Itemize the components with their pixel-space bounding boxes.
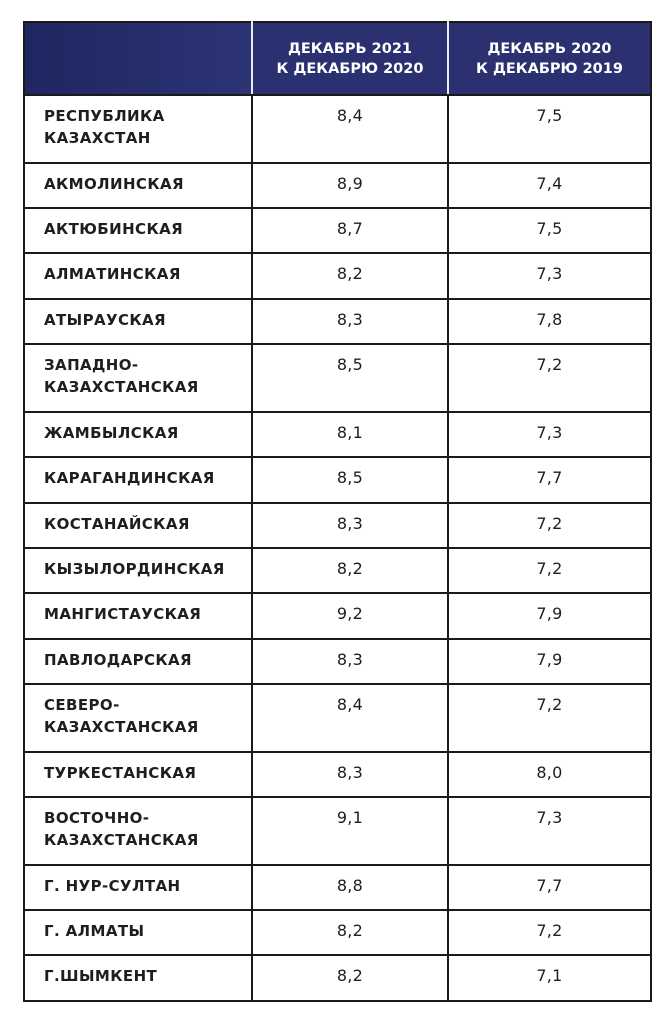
region-name-line2: КАЗАХСТАНСКАЯ <box>44 378 199 397</box>
value-dec2021-cell: 8,2 <box>252 955 448 1001</box>
region-name-line1: ЖАМБЫЛСКАЯ <box>44 423 179 442</box>
value-dec2021-cell: 8,8 <box>252 865 448 910</box>
table-row <box>24 457 651 502</box>
value-dec2021-cell: 8,3 <box>252 299 448 344</box>
region-name-cell <box>24 639 252 684</box>
value-dec2020-cell: 7,3 <box>448 797 651 865</box>
table-row <box>24 299 651 344</box>
region-name-cell <box>24 95 252 163</box>
table-row <box>24 503 651 548</box>
region-name-line2: КАЗАХСТАНСКАЯ <box>44 831 199 850</box>
table-row <box>24 955 651 1001</box>
table-body <box>24 95 651 1001</box>
region-name-cell <box>24 797 252 865</box>
region-name-cell <box>24 412 252 457</box>
region-name-line1: Г. НУР-СУЛТАН <box>44 876 181 895</box>
region-name-line1: СЕВЕРО- <box>44 696 120 715</box>
value-dec2020-cell: 7,9 <box>448 639 651 684</box>
value-dec2020-cell: 7,1 <box>448 955 651 1001</box>
region-name-line1: ТУРКЕСТАНСКАЯ <box>44 763 197 782</box>
table-row <box>24 163 651 208</box>
region-name-cell <box>24 253 252 298</box>
value-dec2021-cell: 8,2 <box>252 548 448 593</box>
region-name-cell <box>24 865 252 910</box>
region-name-line1: Г. АЛМАТЫ <box>44 922 145 941</box>
value-dec2020-cell: 7,2 <box>448 344 651 412</box>
value-dec2020-cell: 7,7 <box>448 457 651 502</box>
value-dec2021-cell: 9,1 <box>252 797 448 865</box>
region-name-cell <box>24 955 252 1001</box>
region-name-cell <box>24 299 252 344</box>
value-dec2021-cell: 8,4 <box>252 684 448 752</box>
value-dec2020-cell: 7,5 <box>448 208 651 253</box>
value-dec2020-cell: 7,3 <box>448 253 651 298</box>
region-name-cell <box>24 208 252 253</box>
table-row <box>24 208 651 253</box>
value-dec2020-cell: 7,5 <box>448 95 651 163</box>
value-dec2021-cell: 8,5 <box>252 457 448 502</box>
header-dec2020-line2: К ДЕКАБРЮ 2019 <box>476 60 623 77</box>
table-row <box>24 593 651 638</box>
inflation-table-sheet <box>23 21 650 1002</box>
header-dec2021-line1: ДЕКАБРЬ 2021 <box>287 40 413 57</box>
value-dec2021-cell: 8,3 <box>252 752 448 797</box>
region-name-line1: РЕСПУБЛИКА <box>44 107 165 125</box>
region-name-cell <box>24 457 252 502</box>
value-dec2021-cell: 8,3 <box>252 503 448 548</box>
value-dec2021-cell: 8,9 <box>252 163 448 208</box>
table-row <box>24 865 651 910</box>
table-row <box>24 639 651 684</box>
value-dec2020-cell: 7,2 <box>448 910 651 955</box>
header-dec2020-line1: ДЕКАБРЬ 2020 <box>487 40 612 57</box>
header-row <box>24 22 651 95</box>
value-dec2020-cell: 8,0 <box>448 752 651 797</box>
table-row <box>24 253 651 298</box>
region-name-line1: ЗАПАДНО- <box>44 356 139 375</box>
value-dec2020-cell: 7,2 <box>448 503 651 548</box>
region-name-line1: КЫЗЫЛОРДИНСКАЯ <box>44 559 225 578</box>
region-name-line1: ВОСТОЧНО- <box>44 809 150 828</box>
value-dec2020-cell: 7,2 <box>448 684 651 752</box>
region-name-cell <box>24 910 252 955</box>
table-row <box>24 548 651 593</box>
region-name-cell <box>24 752 252 797</box>
region-name-line2: КАЗАХСТАН <box>44 129 151 147</box>
region-name-cell <box>24 593 252 638</box>
region-name-line1: АТЫРАУСКАЯ <box>44 310 166 329</box>
header-dec2021-line2: К ДЕКАБРЮ 2020 <box>276 60 424 77</box>
header-dec2020-cell <box>448 22 651 95</box>
region-name-cell <box>24 163 252 208</box>
value-dec2021-cell: 8,3 <box>252 639 448 684</box>
value-dec2021-cell: 8,1 <box>252 412 448 457</box>
region-name-line1: КОСТАНАЙСКАЯ <box>44 514 190 533</box>
value-dec2021-cell: 8,7 <box>252 208 448 253</box>
value-dec2020-cell: 7,7 <box>448 865 651 910</box>
inflation-by-region-table <box>23 21 652 1002</box>
table-row <box>24 95 651 163</box>
region-name-line1: АКМОЛИНСКАЯ <box>44 174 184 193</box>
value-dec2021-cell: 8,5 <box>252 344 448 412</box>
table-row <box>24 684 651 752</box>
table-row <box>24 910 651 955</box>
region-name-line2: КАЗАХСТАНСКАЯ <box>44 718 199 737</box>
table-header <box>24 22 651 95</box>
table-row <box>24 797 651 865</box>
value-dec2020-cell: 7,4 <box>448 163 651 208</box>
region-name-cell <box>24 344 252 412</box>
region-name-line1: АКТЮБИНСКАЯ <box>44 219 184 238</box>
region-name-cell <box>24 503 252 548</box>
value-dec2020-cell: 7,9 <box>448 593 651 638</box>
region-name-line1: ПАВЛОДАРСКАЯ <box>44 650 192 669</box>
region-name-cell <box>24 548 252 593</box>
table-row <box>24 752 651 797</box>
header-region-cell <box>24 22 252 95</box>
region-name-line1: АЛМАТИНСКАЯ <box>44 265 181 284</box>
value-dec2021-cell: 9,2 <box>252 593 448 638</box>
region-name-line1: КАРАГАНДИНСКАЯ <box>44 469 215 488</box>
value-dec2021-cell: 8,2 <box>252 910 448 955</box>
value-dec2020-cell: 7,2 <box>448 548 651 593</box>
table-row <box>24 344 651 412</box>
region-name-line1: Г.ШЫМКЕНТ <box>44 967 158 986</box>
value-dec2020-cell: 7,8 <box>448 299 651 344</box>
region-name-cell <box>24 684 252 752</box>
region-name-line1: МАНГИСТАУСКАЯ <box>44 605 202 624</box>
header-dec2021-cell <box>252 22 448 95</box>
value-dec2021-cell: 8,2 <box>252 253 448 298</box>
value-dec2020-cell: 7,3 <box>448 412 651 457</box>
value-dec2021-cell: 8,4 <box>252 95 448 163</box>
table-row <box>24 412 651 457</box>
